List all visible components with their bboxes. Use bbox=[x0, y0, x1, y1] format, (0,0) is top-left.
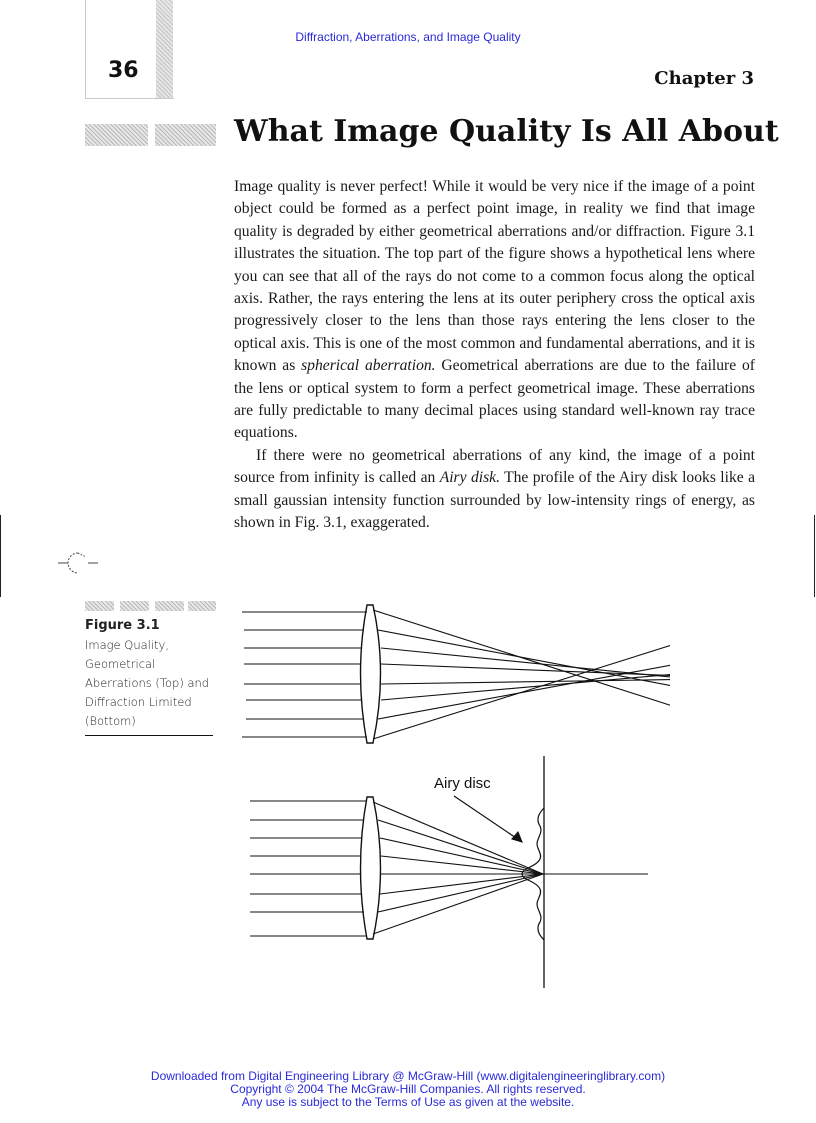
registration-mark-icon bbox=[56, 548, 102, 578]
paragraph-1-text-b: Geometrical aberrations are due to the failure of the lens or optical system to form a perfect geometrical image. These aberrations are fully predictable to many decimal places using standard well-known ray trace equations. bbox=[234, 357, 755, 442]
page-number-box-stripe bbox=[156, 0, 173, 98]
footer-line-1[interactable]: Downloaded from Digital Engineering Library @ McGraw-Hill (www.digitalengineeringlibrary.com) bbox=[150, 1069, 666, 1083]
caption-decor-1 bbox=[85, 601, 114, 611]
title-decor-block-1 bbox=[85, 124, 148, 146]
footer-notice bbox=[0, 1070, 816, 1109]
caption-decor-2 bbox=[120, 601, 149, 611]
paragraph-2-text-a: If there were no geometrical aberrations of any kind, the image of a point source from infinity is called an bbox=[234, 446, 755, 487]
running-head: Diffraction, Aberrations, and Image Quality bbox=[295, 30, 521, 44]
caption-decor-4 bbox=[188, 601, 216, 611]
figure-3-1 bbox=[230, 598, 670, 998]
footer-line-2: Copyright © 2004 The McGraw-Hill Companies. All rights reserved. bbox=[230, 1082, 586, 1096]
figure-number: Figure 3.1 bbox=[85, 618, 160, 633]
term-airy-disk: Airy disk. bbox=[439, 469, 500, 487]
body-text bbox=[234, 176, 755, 535]
caption-decor-3 bbox=[155, 601, 184, 611]
paragraph-1-text-a: Image quality is never perfect! While it would be very nice if the image of a point object could be formed as a perfect point image, in reality we find that image quality is degraded by either geometrical aberrations and/or diffraction. Figure 3.1 illustrates the situation. The top part of the figure shows a hypothetical lens where you can see that all of the rays do not come to a common focus along the optical axis. Rather, the rays entering the lens at its outer periphery cross the optical axis progressively closer to the lens than those rays entering the lens closer to the optical axis. This is one of the most common and fundamental aberrations, and it is known as bbox=[234, 178, 755, 375]
figure-caption-text: Image Quality, Geometrical Aberrations (Top) and Diffraction Limited (Bottom) bbox=[85, 638, 210, 728]
paragraph-2 bbox=[234, 445, 755, 535]
term-spherical-aberration: spherical aberration. bbox=[301, 357, 436, 375]
paragraph-1 bbox=[234, 176, 755, 445]
title-decor-block-2 bbox=[155, 124, 216, 146]
crop-mark-left bbox=[0, 515, 1, 597]
airy-disc-label: Airy disc bbox=[434, 775, 491, 792]
footer-line-3: Any use is subject to the Terms of Use as given at the website. bbox=[241, 1095, 575, 1109]
page-number: 36 bbox=[108, 58, 139, 83]
paragraph-2-text-b: The profile of the Airy disk looks like a small gaussian intensity function surrounded by low-intensity rings of energy, as shown in Fig. 3.1, exaggerated. bbox=[234, 469, 756, 532]
chapter-label: Chapter 3 bbox=[654, 68, 754, 89]
top-lens bbox=[361, 605, 381, 743]
bottom-lens bbox=[361, 797, 381, 939]
figure-caption bbox=[85, 618, 213, 736]
crop-mark-right bbox=[814, 515, 815, 597]
section-title: What Image Quality Is All About bbox=[234, 114, 779, 149]
